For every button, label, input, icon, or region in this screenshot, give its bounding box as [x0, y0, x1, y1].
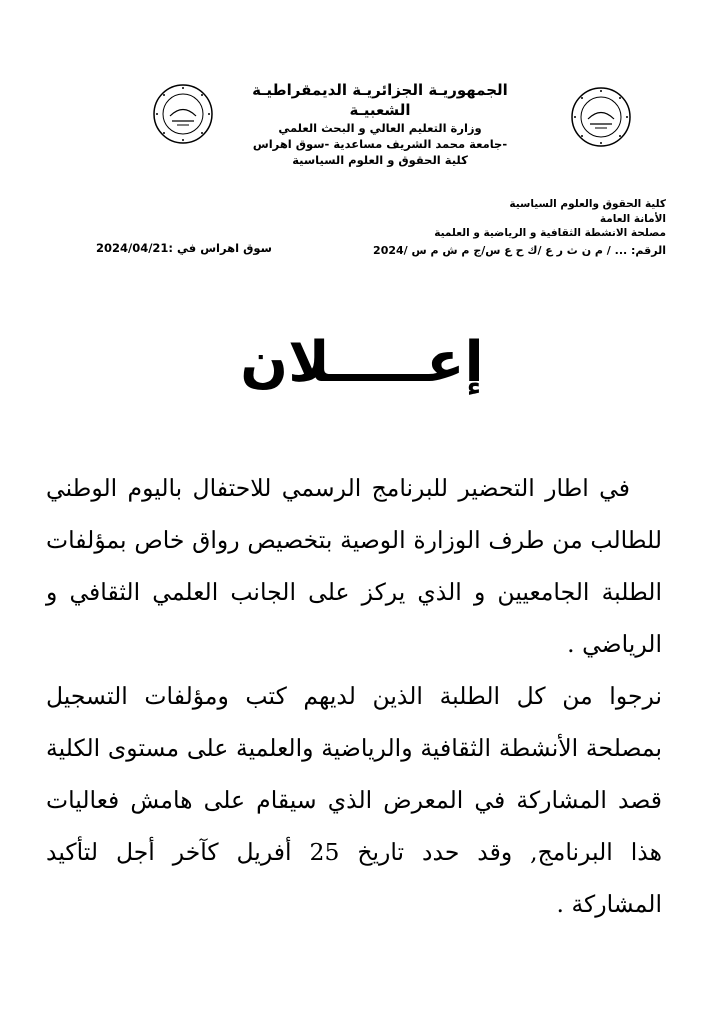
- announcement-title: إعـــــلان: [240, 330, 484, 395]
- announcement-body: [46, 462, 662, 930]
- university-seal-left: [152, 83, 214, 145]
- date-line: سوق اهراس في :2024/04/21: [96, 241, 272, 255]
- faculty-name: كلية الحقوق و العلوم السياسية: [292, 153, 468, 167]
- dept-service: مصلحة الانشطة الثقافية و الرياضية و العلمية: [434, 227, 666, 239]
- university-seal-right: [570, 86, 632, 148]
- ministry-name: وزارة التعليم العالي و البحث العلمي: [278, 121, 482, 135]
- reference-number: الرقم: ... / م ن ث ر ع /ك ح ع س/ج م ش م س /2024: [373, 244, 666, 257]
- dept-faculty: كلية الحقوق والعلوم السياسية: [509, 198, 666, 210]
- department-block: [434, 197, 666, 241]
- body-paragraph-2: نرجوا من كل الطلبة الذين لديهم كتب ومؤلفات التسجيل بمصلحة الأنشطة الثقافية والرياضية والعلمية على مستوى الكلية قصد المشاركة في المعرض الذي سيقام على هامش فعاليات هذا البرنامج, وقد حدد تاريخ 25 أفريل كآخر أجل لتأكيد المشاركة .: [46, 682, 662, 918]
- dept-secretariat: الأمانة العامة: [599, 212, 666, 225]
- university-name: -جامعة محمد الشريف مساعدية -سوق اهراس: [252, 137, 508, 151]
- body-paragraph-1: في اطار التحضير للبرنامج الرسمي للاحتفال باليوم الوطني للطالب من طرف الوزارة الوصية بتخصيص رواق خاص بمؤلفات الطلبة الجامعيين و الذي يركز على الجانب العلمي الثقافي و الرياضي .: [46, 474, 662, 658]
- letterhead: [230, 80, 530, 168]
- republic-name: الجمهوريـة الجزائريـة الديمقراطيـة الشعبيـة: [252, 81, 508, 119]
